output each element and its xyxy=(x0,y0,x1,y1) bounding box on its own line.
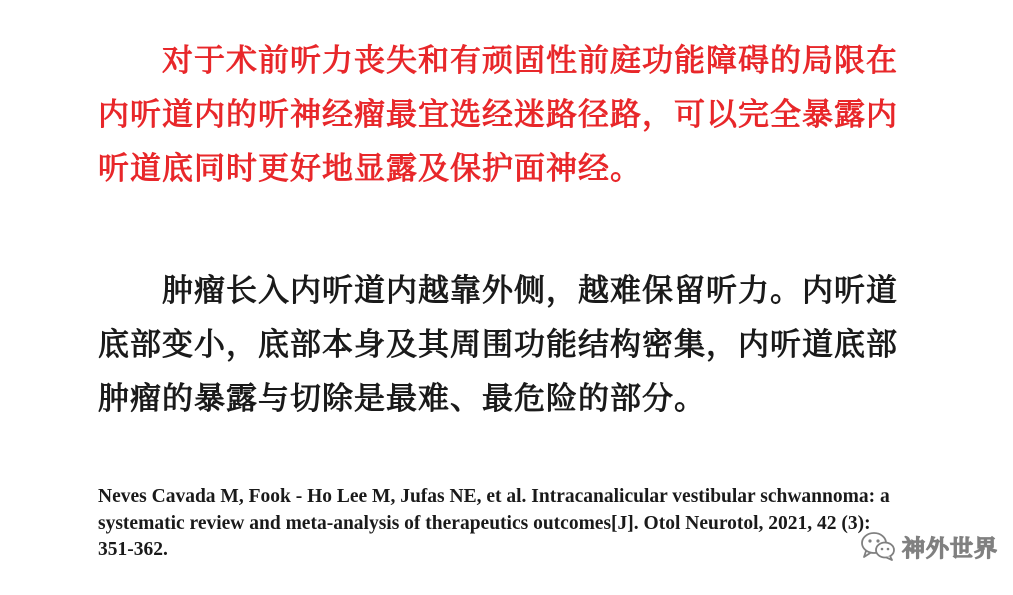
watermark-text: 神外世界 xyxy=(902,535,998,562)
highlighted-paragraph: 对于术前听力丧失和有顽固性前庭功能障碍的局限在内听道内的听神经瘤最宜选经迷路径路，可以完全暴露内听道底同时更好地显露及保护面神经。 xyxy=(98,43,898,187)
watermark xyxy=(860,530,998,562)
wechat-icon xyxy=(860,531,896,561)
body-paragraph: 肿瘤长入内听道内越靠外侧，越难保留听力。内听道底部变小，底部本身及其周围功能结构密集，内听道底部肿瘤的暴露与切除是最难、最危险的部分。 xyxy=(98,273,898,417)
citation-reference: Neves Cavada M, Fook - Ho Lee M, Jufas NE, et al. Intracanalicular vestibular schwannoma: a systematic review and meta-analysis of therapeutics outcomes[J]. Otol Neurotol, 2021, 42 (3): 351-362. xyxy=(98,486,890,560)
